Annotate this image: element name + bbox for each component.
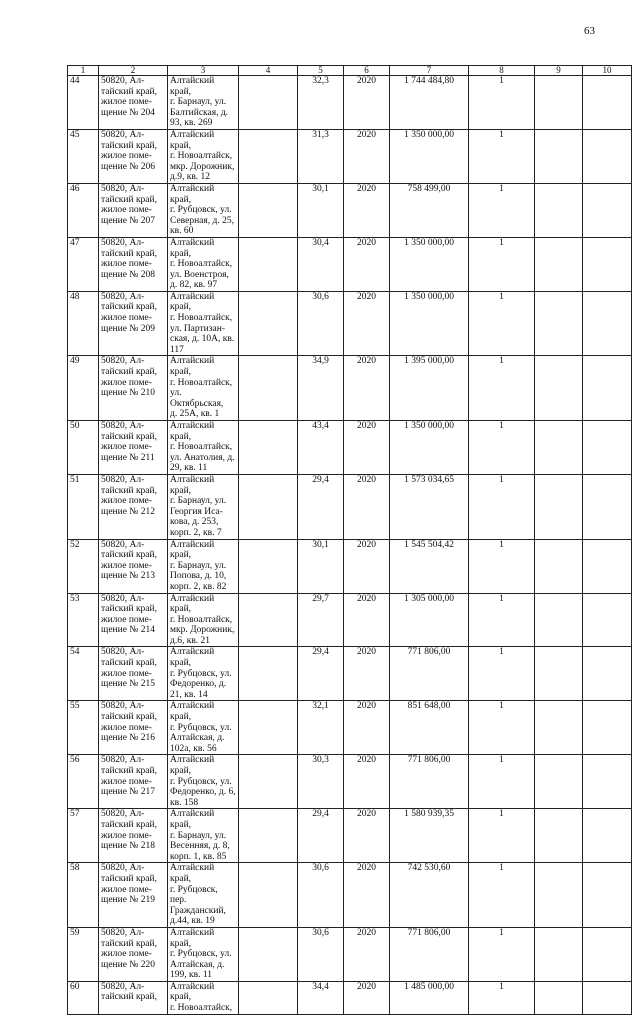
column-header: 7 [390,66,469,76]
cell-col-10 [583,129,632,183]
cell-col-4 [239,539,298,593]
row-number: 49 [68,356,99,421]
row-number: 60 [68,981,99,1014]
cell-col-4 [239,421,298,475]
table-row [68,863,632,928]
area-value: 43,4 [298,421,344,475]
cell-col-10 [583,927,632,981]
table-row [68,593,632,647]
cell-col-9 [535,981,583,1014]
cell-col-9 [535,474,583,539]
cost-value: 851 648,00 [390,701,469,755]
area-value: 30,6 [298,291,344,356]
quantity-value: 1 [469,863,535,928]
cell-col-9 [535,755,583,809]
year-value: 2020 [344,421,390,475]
cost-value: 1 580 939,35 [390,809,469,863]
cost-value: 742 530,60 [390,863,469,928]
object-name: 50820, Ал- тайский край, жилое поме- щение № 206 [99,129,168,183]
cell-col-4 [239,647,298,701]
row-number: 44 [68,76,99,130]
cell-col-9 [535,76,583,130]
cell-col-4 [239,863,298,928]
object-name: 50820, Ал- тайский край, жилое поме- щение № 219 [99,863,168,928]
column-header: 2 [99,66,168,76]
area-value: 30,3 [298,755,344,809]
cell-col-10 [583,809,632,863]
year-value: 2020 [344,237,390,291]
object-name: 50820, Ал- тайский край, жилое поме- щение № 210 [99,356,168,421]
table-row [68,927,632,981]
row-number: 47 [68,237,99,291]
row-number: 50 [68,421,99,475]
cell-col-10 [583,981,632,1014]
cost-value: 1 744 484,80 [390,76,469,130]
object-address: Алтайский край, г. Рубцовск, ул. Федоренко, д. 6, кв. 158 [168,755,239,809]
cell-col-4 [239,291,298,356]
cell-col-4 [239,593,298,647]
cell-col-9 [535,291,583,356]
cell-col-9 [535,356,583,421]
cell-col-10 [583,701,632,755]
column-header: 3 [168,66,239,76]
object-name: 50820, Ал- тайский край, жилое поме- щение № 211 [99,421,168,475]
year-value: 2020 [344,927,390,981]
cell-col-10 [583,183,632,237]
cell-col-4 [239,356,298,421]
cell-col-10 [583,863,632,928]
year-value: 2020 [344,356,390,421]
object-address: Алтайский край, г. Новоалтайск, [168,981,239,1014]
area-value: 31,3 [298,129,344,183]
cost-value: 1 350 000,00 [390,421,469,475]
cell-col-10 [583,291,632,356]
row-number: 54 [68,647,99,701]
cell-col-9 [535,701,583,755]
quantity-value: 1 [469,474,535,539]
object-name: 50820, Ал- тайский край, жилое поме- щение № 207 [99,183,168,237]
quantity-value: 1 [469,291,535,356]
year-value: 2020 [344,863,390,928]
cost-value: 1 305 000,00 [390,593,469,647]
cell-col-10 [583,356,632,421]
row-number: 53 [68,593,99,647]
area-value: 30,1 [298,183,344,237]
cell-col-4 [239,474,298,539]
table-row [68,809,632,863]
year-value: 2020 [344,981,390,1014]
cost-value: 1 350 000,00 [390,237,469,291]
cell-col-10 [583,237,632,291]
cell-col-4 [239,701,298,755]
cell-col-9 [535,863,583,928]
object-address: Алтайский край, г. Барнаул, ул. Весенняя, д. 8, корп. 1, кв. 85 [168,809,239,863]
area-value: 29,4 [298,647,344,701]
quantity-value: 1 [469,809,535,863]
quantity-value: 1 [469,647,535,701]
object-address: Алтайский край, г. Новоалтайск, ул. Военстроя, д. 82, кв. 97 [168,237,239,291]
column-number-row [68,66,632,76]
area-value: 32,3 [298,76,344,130]
table-row [68,701,632,755]
table-row [68,755,632,809]
row-number: 57 [68,809,99,863]
table-row [68,981,632,1014]
quantity-value: 1 [469,593,535,647]
table-row [68,647,632,701]
quantity-value: 1 [469,981,535,1014]
quantity-value: 1 [469,356,535,421]
cell-col-4 [239,183,298,237]
cost-value: 758 499,00 [390,183,469,237]
table-row [68,421,632,475]
cell-col-4 [239,755,298,809]
quantity-value: 1 [469,755,535,809]
cell-col-4 [239,76,298,130]
table-row [68,183,632,237]
column-header: 9 [535,66,583,76]
cell-col-9 [535,539,583,593]
table-row [68,76,632,130]
cost-value: 1 350 000,00 [390,291,469,356]
year-value: 2020 [344,129,390,183]
cell-col-9 [535,593,583,647]
object-name: 50820, Ал- тайский край, жилое поме- щение № 220 [99,927,168,981]
cell-col-10 [583,474,632,539]
column-header: 8 [469,66,535,76]
area-value: 30,1 [298,539,344,593]
cost-value: 771 806,00 [390,647,469,701]
object-name: 50820, Ал- тайский край, жилое поме- щение № 216 [99,701,168,755]
quantity-value: 1 [469,76,535,130]
area-value: 30,6 [298,863,344,928]
row-number: 51 [68,474,99,539]
year-value: 2020 [344,593,390,647]
cell-col-10 [583,76,632,130]
cost-value: 1 485 000,00 [390,981,469,1014]
object-address: Алтайский край, г. Новоалтайск, мкр. Дорожник, д.6, кв. 21 [168,593,239,647]
area-value: 30,4 [298,237,344,291]
area-value: 34,4 [298,981,344,1014]
cell-col-10 [583,539,632,593]
area-value: 34,9 [298,356,344,421]
object-address: Алтайский край, г. Рубцовск, ул. Алтайская, д. 102а, кв. 56 [168,701,239,755]
row-number: 59 [68,927,99,981]
cell-col-4 [239,927,298,981]
area-value: 29,4 [298,809,344,863]
table-row [68,291,632,356]
row-number: 52 [68,539,99,593]
object-address: Алтайский край, г. Новоалтайск, ул. Октябрьская, д. 25А, кв. 1 [168,356,239,421]
object-address: Алтайский край, г. Новоалтайск, ул. Анатолия, д. 29, кв. 11 [168,421,239,475]
cost-value: 1 573 034,65 [390,474,469,539]
property-table [67,65,632,1015]
object-name: 50820, Ал- тайский край, жилое поме- щение № 212 [99,474,168,539]
quantity-value: 1 [469,183,535,237]
object-name: 50820, Ал- тайский край, жилое поме- щение № 208 [99,237,168,291]
year-value: 2020 [344,647,390,701]
row-number: 45 [68,129,99,183]
area-value: 30,6 [298,927,344,981]
cell-col-9 [535,647,583,701]
column-header: 1 [68,66,99,76]
area-value: 29,4 [298,474,344,539]
object-name: 50820, Ал- тайский край, жилое поме- щение № 204 [99,76,168,130]
cost-value: 1 395 000,00 [390,356,469,421]
object-name: 50820, Ал- тайский край, жилое поме- щение № 215 [99,647,168,701]
object-address: Алтайский край, г. Рубцовск, ул. Северная, д. 25, кв. 60 [168,183,239,237]
cell-col-9 [535,421,583,475]
year-value: 2020 [344,291,390,356]
cost-value: 1 545 504,42 [390,539,469,593]
row-number: 48 [68,291,99,356]
quantity-value: 1 [469,539,535,593]
cost-value: 771 806,00 [390,755,469,809]
quantity-value: 1 [469,927,535,981]
object-address: Алтайский край, г. Новоалтайск, мкр. Дорожник, д.9, кв. 12 [168,129,239,183]
cell-col-4 [239,237,298,291]
column-header: 10 [583,66,632,76]
object-name: 50820, Ал- тайский край, жилое поме- щение № 218 [99,809,168,863]
year-value: 2020 [344,76,390,130]
column-header: 4 [239,66,298,76]
table-row [68,474,632,539]
cell-col-9 [535,129,583,183]
area-value: 32,1 [298,701,344,755]
cell-col-4 [239,981,298,1014]
object-address: Алтайский край, г. Новоалтайск, ул. Партизан- ская, д. 10А, кв. 117 [168,291,239,356]
object-address: Алтайский край, г. Рубцовск, ул. Федоренко, д. 21, кв. 14 [168,647,239,701]
cell-col-4 [239,809,298,863]
year-value: 2020 [344,809,390,863]
object-name: 50820, Ал- тайский край, жилое поме- щение № 209 [99,291,168,356]
row-number: 46 [68,183,99,237]
object-address: Алтайский край, г. Барнаул, ул. Балтийская, д. 93, кв. 269 [168,76,239,130]
table-row [68,539,632,593]
page-number: 63 [584,25,595,37]
cell-col-9 [535,927,583,981]
object-name: 50820, Ал- тайский край, жилое поме- щение № 213 [99,539,168,593]
object-address: Алтайский край, г. Барнаул, ул. Попова, д. 10, корп. 2, кв. 82 [168,539,239,593]
year-value: 2020 [344,183,390,237]
area-value: 29,7 [298,593,344,647]
row-number: 55 [68,701,99,755]
cost-value: 1 350 000,00 [390,129,469,183]
cell-col-9 [535,183,583,237]
cell-col-4 [239,129,298,183]
cell-col-9 [535,237,583,291]
quantity-value: 1 [469,129,535,183]
quantity-value: 1 [469,237,535,291]
quantity-value: 1 [469,701,535,755]
object-name: 50820, Ал- тайский край, жилое поме- щение № 217 [99,755,168,809]
row-number: 58 [68,863,99,928]
cost-value: 771 806,00 [390,927,469,981]
year-value: 2020 [344,474,390,539]
object-name: 50820, Ал- тайский край, [99,981,168,1014]
column-header: 5 [298,66,344,76]
row-number: 56 [68,755,99,809]
column-header: 6 [344,66,390,76]
table-row [68,237,632,291]
table-row [68,356,632,421]
cell-col-10 [583,647,632,701]
cell-col-10 [583,755,632,809]
object-address: Алтайский край, г. Рубцовск, пер. Гражданский, д.44, кв. 19 [168,863,239,928]
object-address: Алтайский край, г. Рубцовск, ул. Алтайская, д. 199, кв. 11 [168,927,239,981]
year-value: 2020 [344,701,390,755]
year-value: 2020 [344,539,390,593]
table-row [68,129,632,183]
object-address: Алтайский край, г. Барнаул, ул. Георгия Иса- кова, д. 253, корп. 2, кв. 7 [168,474,239,539]
quantity-value: 1 [469,421,535,475]
year-value: 2020 [344,755,390,809]
cell-col-10 [583,421,632,475]
cell-col-10 [583,593,632,647]
object-name: 50820, Ал- тайский край, жилое поме- щение № 214 [99,593,168,647]
cell-col-9 [535,809,583,863]
